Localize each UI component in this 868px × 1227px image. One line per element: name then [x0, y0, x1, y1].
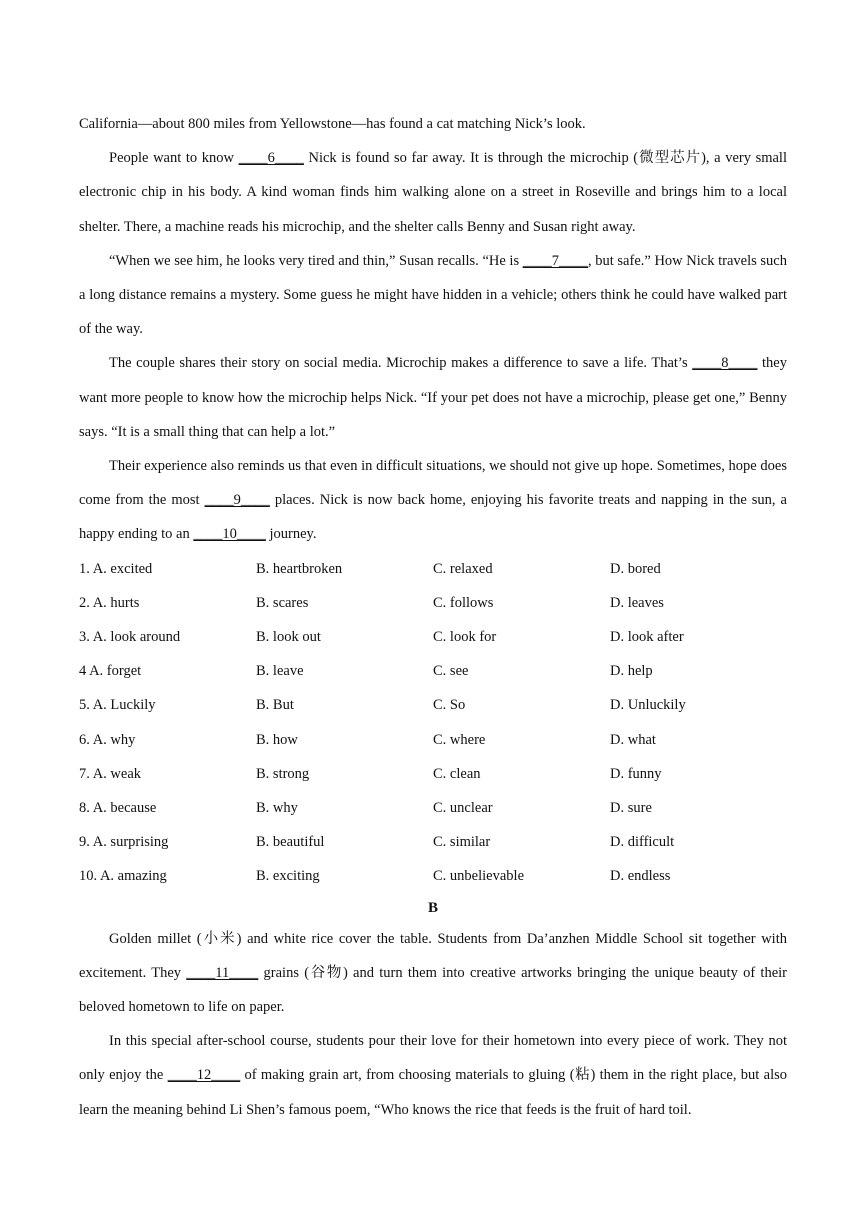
option-choice: 7. A. weak: [79, 765, 142, 782]
option-choice: 1. A. excited: [79, 560, 153, 577]
option-choice: B. strong: [256, 765, 310, 782]
answer-blank: ____7____: [522, 252, 588, 269]
paragraph-text: In this special after-school course, students pour their love for their hometown into every piece of work. They not only enjoy the: [79, 1033, 787, 1084]
option-choice: D. endless: [610, 868, 671, 885]
passage-a: [79, 107, 787, 552]
paragraph-text: , but safe.” How Nick travels such a long distance remains a mystery. Some guess he might have hidden in a vehicle; others think he could have walked part of the way.: [79, 252, 787, 338]
option-choice: D. sure: [610, 799, 652, 816]
option-choice: C. where: [433, 731, 486, 748]
paragraph-text: People want to know: [109, 150, 239, 167]
paragraph-text: grains (谷物) and turn them into creative artworks bringing the unique beauty of their beloved hometown to life on paper.: [79, 964, 788, 1015]
option-choice: D. bored: [610, 560, 661, 577]
paragraph-text: journey.: [265, 526, 317, 543]
answer-blank: ____12____: [167, 1067, 241, 1084]
option-choice: D. what: [610, 731, 656, 748]
option-choice: D. look after: [610, 629, 684, 646]
passage-a-paragraph: [79, 107, 787, 141]
option-row: [79, 552, 787, 586]
option-choice: D. Unluckily: [610, 697, 686, 714]
option-choice: C. unbelievable: [433, 868, 525, 885]
option-choice: B. how: [256, 731, 298, 748]
option-choice: C. So: [433, 697, 466, 714]
option-choice: 4 A. forget: [79, 663, 142, 680]
option-row: [79, 586, 787, 620]
option-choice: 3. A. look around: [79, 629, 181, 646]
option-choice: B. look out: [256, 629, 321, 646]
option-choice: B. But: [256, 697, 294, 714]
option-choice: 2. A. hurts: [79, 594, 140, 611]
option-choice: 10. A. amazing: [79, 868, 167, 885]
option-choice: B. heartbroken: [256, 560, 343, 577]
answer-options: [79, 552, 787, 894]
option-row: [79, 757, 787, 791]
passage-b-paragraph: [79, 922, 787, 1025]
option-row: [79, 791, 787, 825]
passage-b: [79, 922, 787, 1127]
option-choice: 9. A. surprising: [79, 834, 169, 851]
option-choice: 6. A. why: [79, 731, 136, 748]
paragraph-text: California—about 800 miles from Yellowstone—has found a cat matching Nick’s look.: [79, 116, 586, 132]
option-row: [79, 688, 787, 722]
exam-page: [79, 107, 787, 1127]
passage-a-paragraph: [79, 449, 787, 552]
answer-blank: ____8____: [692, 355, 758, 372]
section-b-title: B: [427, 899, 438, 916]
option-choice: B. beautiful: [256, 834, 325, 851]
option-choice: C. clean: [433, 765, 481, 782]
option-choice: D. help: [610, 663, 653, 680]
option-choice: C. relaxed: [433, 560, 493, 577]
paragraph-text: Their experience also reminds us that even in difficult situations, we should not give up hope. Sometimes, hope does come from the most: [79, 458, 787, 509]
option-choice: C. similar: [433, 834, 491, 851]
option-choice: B. scares: [256, 594, 309, 611]
option-row: [79, 825, 787, 859]
paragraph-text: places. Nick is now back home, enjoying his favorite treats and napping in the sun, a happy ending to an: [79, 492, 787, 543]
answer-blank: ____10____: [193, 526, 266, 543]
option-choice: B. exciting: [256, 868, 320, 885]
paragraph-text: Golden millet (小米) and white rice cover the table. Students from Da’anzhen Middle School sit together with excitement. They: [79, 930, 787, 981]
option-row: [79, 723, 787, 757]
option-choice: C. follows: [433, 594, 494, 611]
option-choice: B. why: [256, 799, 298, 816]
option-row: [79, 859, 787, 893]
passage-a-paragraph: [79, 141, 787, 244]
paragraph-text: of making grain art, from choosing materials to gluing (粘) them in the right place, but also learn the meaning behind Li Shen’s famous poem, “Who knows the rice that feeds is the fruit of hard toil.: [79, 1067, 787, 1118]
option-choice: D. leaves: [610, 594, 664, 611]
paragraph-text: The couple shares their story on social media. Microchip makes a difference to save a life. That’s: [109, 355, 693, 372]
option-choice: D. funny: [610, 765, 662, 782]
option-choice: B. leave: [256, 663, 304, 680]
option-choice: 8. A. because: [79, 799, 157, 816]
answer-blank: ____11____: [186, 964, 259, 981]
paragraph-text: Nick is found so far away. It is through the microchip (微型芯片), a very small electronic chip in his body. A kind woman finds him walking alone on a street in Roseville and brings him to a local shelter. There, a machine reads his microchip, and the shelter calls Benny and Susan right away.: [79, 150, 787, 235]
passage-a-paragraph: [79, 244, 787, 347]
paragraph-text: they want more people to know how the microchip helps Nick. “If your pet does not have a microchip, please get one,” Benny says. “It is a small thing that can help a lot.”: [79, 355, 787, 440]
option-choice: D. difficult: [610, 834, 675, 851]
option-row: [79, 654, 787, 688]
passage-a-paragraph: [79, 346, 787, 449]
answer-blank: ____9____: [204, 492, 270, 509]
option-row: [79, 620, 787, 654]
option-choice: C. look for: [433, 629, 497, 646]
passage-b-paragraph: [79, 1024, 787, 1127]
paragraph-text: “When we see him, he looks very tired and thin,” Susan recalls. “He is: [109, 252, 523, 269]
option-choice: 5. A. Luckily: [79, 697, 156, 714]
answer-blank: ____6____: [238, 150, 304, 167]
option-choice: C. see: [433, 663, 469, 680]
option-choice: C. unclear: [433, 799, 493, 816]
